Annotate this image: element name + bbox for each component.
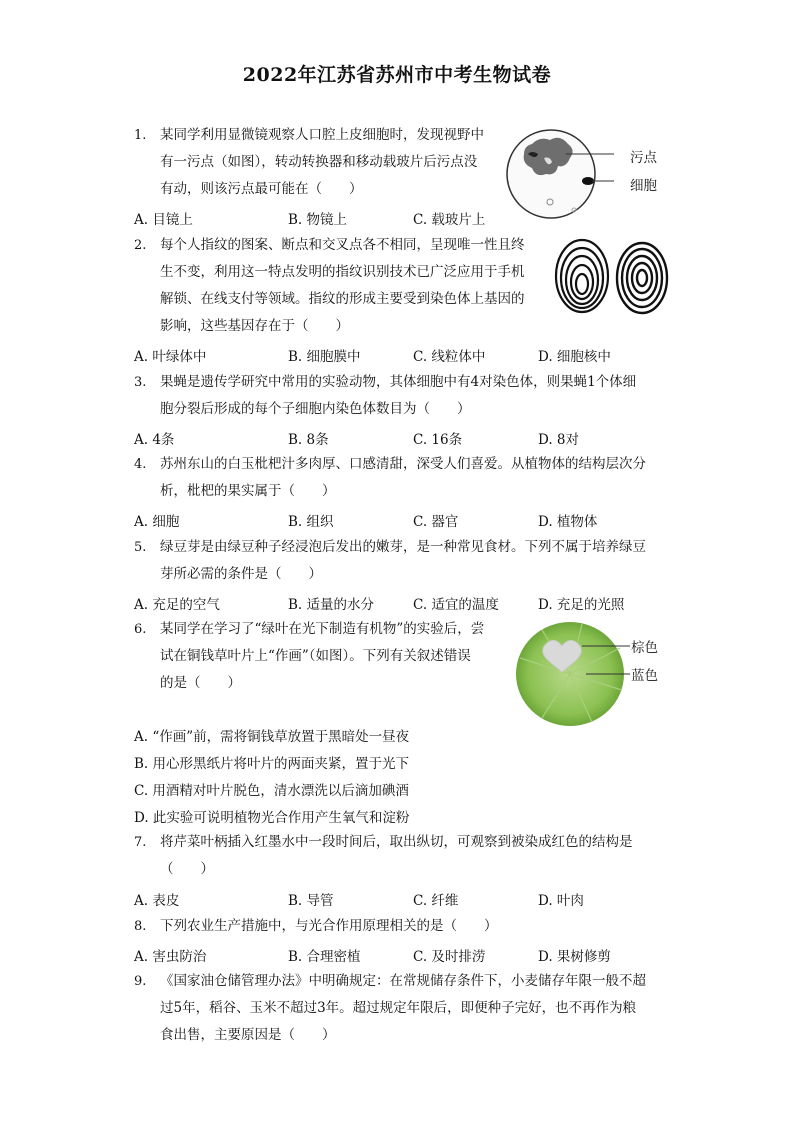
question-text: 食出售，主要原因是（ ） [160, 1027, 336, 1043]
option-d: D. 叶肉 [538, 893, 584, 909]
option-c: C. 16条 [413, 432, 463, 448]
question-number: 7. [134, 835, 147, 850]
question-text: 绿豆芽是由绿豆种子经浸泡后发出的嫩芽，是一种常见食材。下列不属于培养绿豆 [160, 539, 646, 555]
option-b: B. 物镜上 [288, 212, 348, 228]
option-a: A. 细胞 [134, 514, 180, 530]
question-number: 4. [134, 457, 147, 472]
option-c: C. 纤维 [413, 893, 459, 909]
question-text: 果蝇是遗传学研究中常用的实验动物，其体细胞中有4对染色体，则果蝇1个体细 [160, 374, 637, 390]
question-text: 解锁、在线支付等领域。指纹的形成主要受到染色体上基因的 [160, 291, 525, 307]
option-c: C. 适宜的温度 [413, 597, 499, 613]
figure-label-brown: 棕色 [631, 640, 658, 656]
question-text: 芽所必需的条件是（ ） [160, 566, 322, 582]
page-title: 2022年江苏省苏州市中考生物试卷 [242, 64, 552, 86]
option-c: C. 载玻片上 [413, 212, 486, 228]
option-a: A. 充足的空气 [134, 597, 220, 613]
option-a: A. “作画”前，需将铜钱草放置于黑暗处一昼夜 [134, 729, 410, 745]
microscope-field-figure [504, 124, 614, 224]
question-text: 胞分裂后形成的每个子细胞内染色体数目为（ ） [160, 401, 471, 417]
option-a: A. 4条 [134, 432, 175, 448]
option-b: B. 用心形黑纸片将叶片的两面夹紧，置于光下 [134, 756, 410, 772]
option-b: B. 适量的水分 [288, 597, 375, 613]
question-text: 过5年，稻谷、玉米不超过3年。超过规定年限后，即便种子完好，也不再作为粮 [160, 1000, 637, 1016]
question-text: 试在铜钱草叶片上“作画”（如图）。下列有关叙述错误 [160, 648, 471, 664]
option-a: A. 表皮 [134, 893, 180, 909]
figure-label-cell: 细胞 [630, 178, 657, 194]
question-text: 的是（ ） [160, 675, 241, 691]
option-b: B. 8条 [288, 432, 329, 448]
leaf-figure [512, 618, 630, 730]
question-text: 某同学在学习了“绿叶在光下制造有机物”的实验后，尝 [160, 621, 485, 637]
option-c: C. 器官 [413, 514, 459, 530]
figure-label-blue: 蓝色 [631, 668, 658, 684]
question-text: 析，枇杷的果实属于（ ） [160, 483, 336, 499]
option-b: B. 细胞膜中 [288, 349, 361, 365]
option-d: D. 此实验可说明植物光合作用产生氧气和淀粉 [134, 810, 410, 826]
option-d: D. 充足的光照 [538, 597, 625, 613]
option-c: C. 及时排涝 [413, 949, 486, 965]
option-b: B. 组织 [288, 514, 334, 530]
question-number: 1. [134, 128, 147, 143]
question-text: 某同学利用显微镜观察人口腔上皮细胞时，发现视野中 [160, 127, 484, 143]
question-text: 有动，则该污点最可能在（ ） [160, 181, 363, 197]
option-d: D. 8对 [538, 432, 580, 448]
option-a: A. 叶绿体中 [134, 349, 207, 365]
option-d: D. 果树修剪 [538, 949, 611, 965]
option-d: D. 细胞核中 [538, 349, 611, 365]
question-text: 有一污点（如图），转动转换器和移动载玻片后污点没 [160, 154, 478, 170]
question-number: 9. [134, 974, 147, 989]
question-text: （ ） [160, 861, 214, 877]
question-number: 2. [134, 238, 147, 253]
option-b: B. 导管 [288, 893, 334, 909]
question-number: 6. [134, 622, 147, 637]
question-text: 影响，这些基因存在于（ ） [160, 318, 349, 334]
option-a: A. 害虫防治 [134, 949, 207, 965]
fingerprint-figure [552, 236, 672, 316]
question-number: 5. [134, 540, 147, 555]
option-a: A. 目镜上 [134, 212, 193, 228]
question-number: 8. [134, 919, 147, 934]
option-c: C. 线粒体中 [413, 349, 486, 365]
option-b: B. 合理密植 [288, 949, 361, 965]
question-text: 每个人指纹的图案、断点和交叉点各不相同，呈现唯一性且终 [160, 237, 525, 253]
question-number: 3. [134, 375, 147, 390]
question-text: 将芹菜叶柄插入红墨水中一段时间后，取出纵切，可观察到被染成红色的结构是 [160, 834, 633, 850]
option-c: C. 用酒精对叶片脱色，清水漂洗以后滴加碘酒 [134, 783, 409, 799]
question-text: 《国家油仓储管理办法》中明确规定：在常规储存条件下，小麦储存年限一般不超 [160, 973, 646, 989]
figure-label-stain: 污点 [630, 150, 657, 166]
question-text: 生不变，利用这一特点发明的指纹识别技术已广泛应用于手机 [160, 264, 525, 280]
question-text: 下列农业生产措施中，与光合作用原理相关的是（ ） [160, 918, 498, 934]
option-d: D. 植物体 [538, 514, 598, 530]
question-text: 苏州东山的白玉枇杷汁多肉厚、口感清甜，深受人们喜爱。从植物体的结构层次分 [160, 456, 646, 472]
